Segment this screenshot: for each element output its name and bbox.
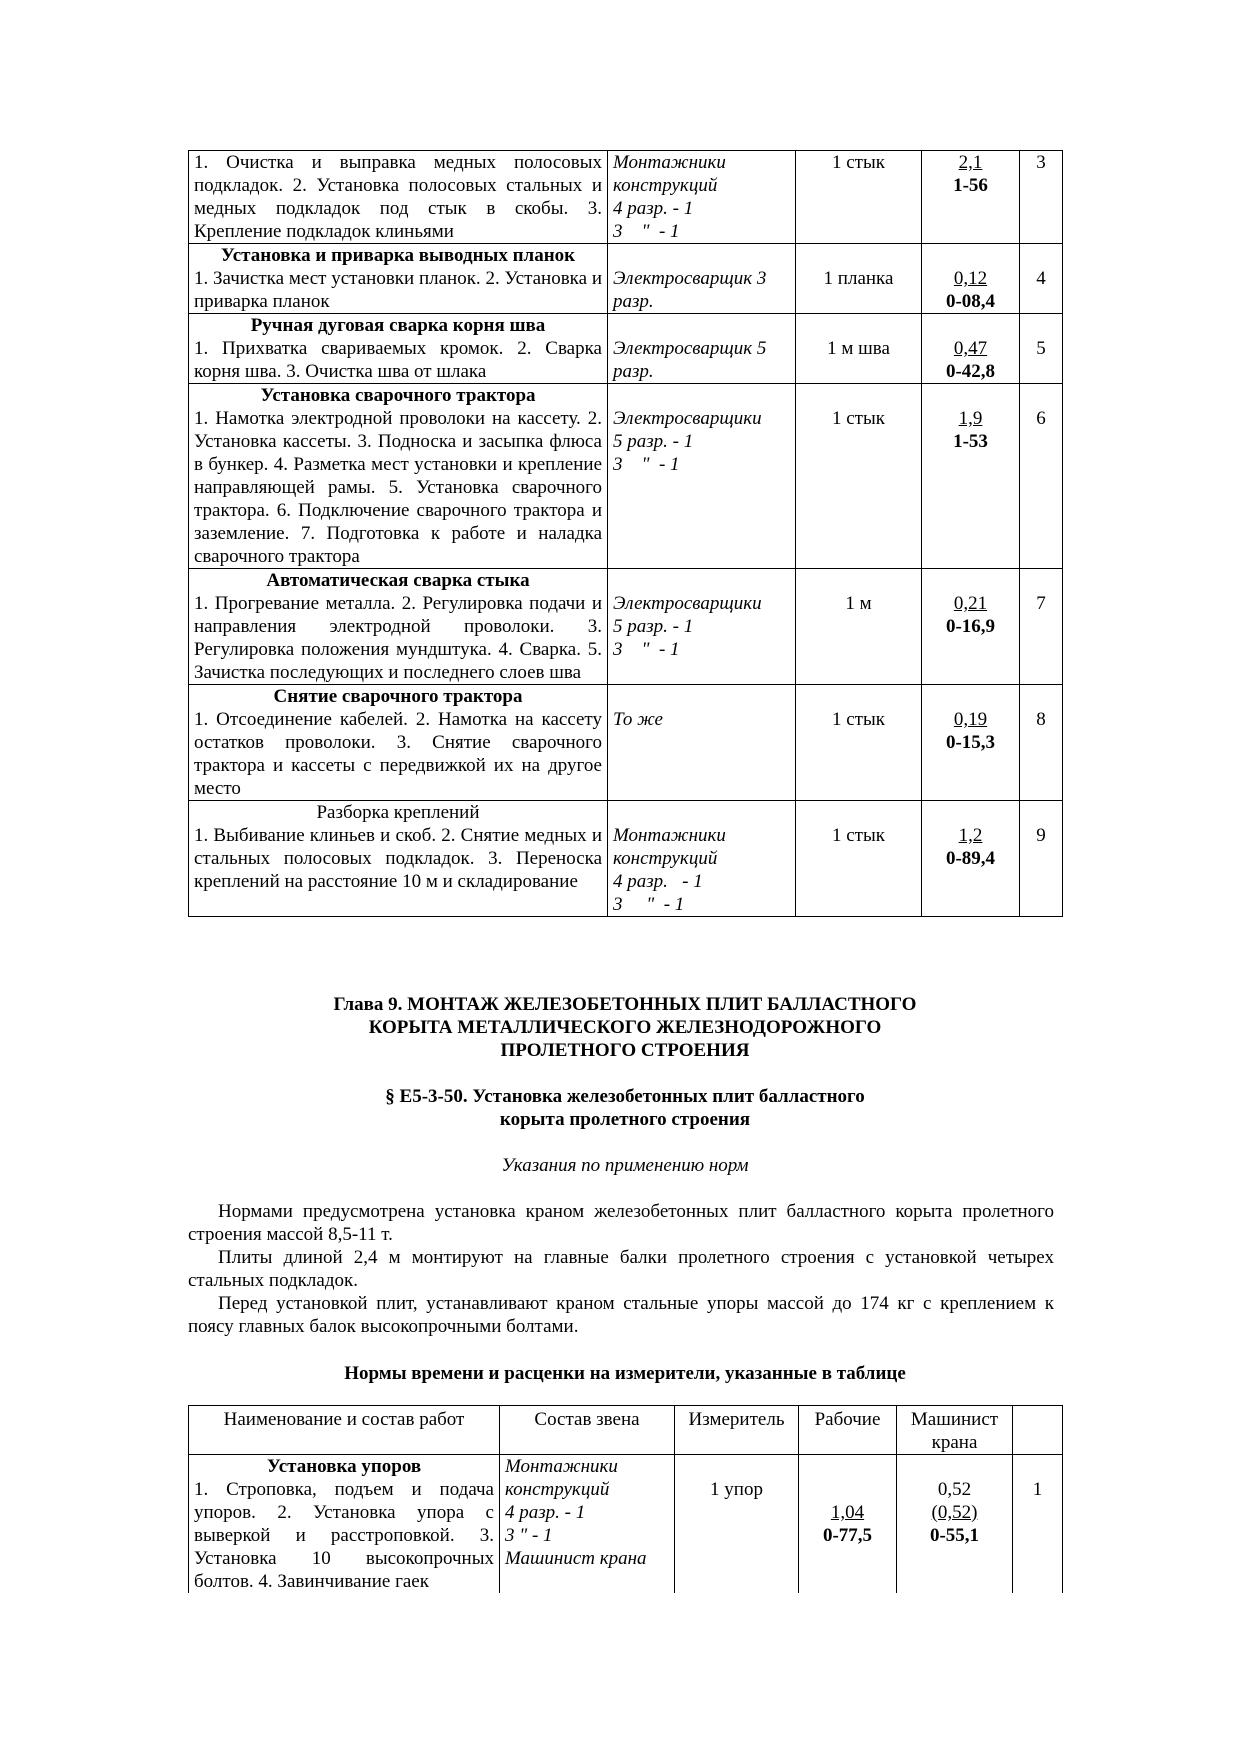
unit-cell: 1 стык <box>796 384 922 569</box>
table-row <box>189 384 1063 569</box>
time-norm: 2,1 <box>958 152 983 173</box>
crew-line: 5 разр. - 1 <box>613 616 694 637</box>
row-number: 6 <box>1020 384 1063 569</box>
table-caption: Нормы времени и расценки на измерители, указанные в таблице <box>344 1363 906 1384</box>
row-text: 1. Строповка, подъем и подача упоров. 2. Установка упора с выверкой и расстроповкой. 3. Установка 10 высокопрочных болтов. 4. Завинчивание гаек <box>194 1479 494 1592</box>
row-number: 4 <box>1020 244 1063 314</box>
crew-cell <box>608 314 796 384</box>
crew-line: 4 разр. - 1 <box>613 871 703 892</box>
work-description <box>189 384 608 569</box>
price: 1-56 <box>953 175 988 196</box>
row-text: 1. Намотка электродной проволоки на кассету. 2. Установка кассеты. 3. Подноска и засыпка флюса в бункер. 4. Разметка мест установки и крепление направляющей рамы. 5. Установка сварочного трактора. 6. Подключение сварочного трактора и заземление. 7. Подготовка к работе и наладка сварочного трактора <box>194 408 602 567</box>
body-paragraph: Плиты длиной 2,4 м монтируют на главные балки пролетного строения с установкой четырех стальных подкладок. <box>188 1247 1054 1291</box>
table-row <box>189 314 1063 384</box>
workers-norm: 1,04 <box>830 1502 865 1523</box>
crew-line: Электросварщики <box>613 593 762 614</box>
workers-rate-cell <box>799 1455 897 1594</box>
row-text: 1. Очистка и выправка медных полосовых подкладок. 2. Установка полосовых стальных и медных подкладок под стык в скобы. 3. Крепление подкладок клиньями <box>194 152 602 242</box>
work-description <box>189 244 608 314</box>
crew-line: Электросварщики <box>613 408 762 429</box>
crane-norm: 0,52 <box>937 1479 972 1500</box>
time-norm: 0,19 <box>953 709 988 730</box>
row-heading: Установка и приварка выводных планок <box>220 245 576 266</box>
row-heading: Установка упоров <box>266 1456 422 1477</box>
paragraph-title-line: § Е5-3-50. Установка железобетонных плит балластного <box>385 1086 865 1107</box>
crew-line: 5 разр. - 1 <box>613 431 694 452</box>
row-text: 1. Прогревание металла. 2. Регулировка подачи и направления электродной проволоки. 3. Регулировка положения мундштука. 4. Сварка. 5. Зачистка последующих и последнего слоев шва <box>194 593 602 683</box>
header-crane: Машинист крана <box>897 1406 1013 1455</box>
table-row <box>189 151 1063 244</box>
rate-cell <box>922 801 1020 917</box>
unit-cell <box>675 1455 799 1594</box>
rate-cell <box>922 151 1020 244</box>
crew-cell <box>608 151 796 244</box>
crew-line: разр. <box>613 361 654 382</box>
row-number: 5 <box>1020 314 1063 384</box>
table-row <box>189 569 1063 685</box>
crane-norm-paren: (0,52) <box>931 1502 978 1523</box>
crew-line: 3 " - 1 <box>613 454 680 475</box>
row-text: 1. Отсоединение кабелей. 2. Намотка на кассету остатков проволоки. 3. Снятие сварочного трактора и кассеты с передвижкой их на другое место <box>194 709 602 799</box>
crew-cell <box>608 384 796 569</box>
unit-cell: 1 м <box>796 569 922 685</box>
work-description <box>189 1455 500 1594</box>
table-row <box>189 801 1063 917</box>
chapter-title-line: Глава 9. МОНТАЖ ЖЕЛЕЗОБЕТОННЫХ ПЛИТ БАЛЛАСТНОГО <box>333 994 917 1015</box>
crew-cell <box>608 685 796 801</box>
body-paragraph: Перед установкой плит, устанавливают краном стальные упоры массой до 174 кг с креплением к поясу главных балок высокопрочными болтами. <box>188 1293 1054 1337</box>
work-description <box>189 314 608 384</box>
chapter-title-line: КОРЫТА МЕТАЛЛИЧЕСКОГО ЖЕЛЕЗНОДОРОЖНОГО <box>368 1017 882 1038</box>
price: 0-42,8 <box>945 361 996 382</box>
paragraph-title-line: корыта пролетного строения <box>499 1109 751 1130</box>
crew-line: Монтажники <box>613 825 726 846</box>
crew-line: конструкций <box>613 175 718 196</box>
crew-cell <box>608 244 796 314</box>
price: 0-08,4 <box>945 291 996 312</box>
crew-line: То же <box>613 709 663 730</box>
crane-price: 0-55,1 <box>929 1525 980 1546</box>
header-name: Наименование и состав работ <box>189 1406 500 1455</box>
unit-cell: 1 стык <box>796 151 922 244</box>
header-crew: Состав звена <box>500 1406 675 1455</box>
table-row <box>189 685 1063 801</box>
price: 0-16,9 <box>945 616 996 637</box>
row-number <box>1013 1455 1063 1594</box>
rate-cell <box>922 569 1020 685</box>
crew-cell <box>608 569 796 685</box>
body-text <box>188 1200 1054 1338</box>
crew-line: 3 " - 1 <box>505 1525 553 1546</box>
chapter-title <box>188 993 1062 1062</box>
crew-line: Монтажники <box>505 1456 618 1477</box>
row-text: 1. Выбивание клиньев и скоб. 2. Снятие медных и стальных полосовых подкладок. 3. Переноска креплений на расстояние 10 м и складирование <box>194 825 602 892</box>
table-row <box>189 244 1063 314</box>
norms-table <box>188 1405 1063 1593</box>
workers-price: 0-77,5 <box>822 1525 873 1546</box>
price: 0-89,4 <box>945 848 996 869</box>
row-text: 1. Прихватка свариваемых кромок. 2. Сварка корня шва. 3. Очистка шва от шлака <box>194 338 602 382</box>
table-row <box>189 1455 1063 1594</box>
unit-value: 1 упор <box>710 1479 763 1500</box>
chapter-title-line: ПРОЛЕТНОГО СТРОЕНИЯ <box>500 1040 750 1061</box>
work-description <box>189 151 608 244</box>
row-number: 3 <box>1020 151 1063 244</box>
crew-cell <box>500 1455 675 1594</box>
time-norm: 0,21 <box>953 593 988 614</box>
row-heading: Разборка креплений <box>316 802 480 823</box>
body-paragraph: Нормами предусмотрена установка краном железобетонных плит балластного корыта пролетного строения массой 8,5-11 т. <box>188 1201 1054 1245</box>
rate-cell <box>922 244 1020 314</box>
time-norm: 1,9 <box>958 408 983 429</box>
row-number-value: 1 <box>1032 1479 1043 1500</box>
crew-line: 3 " - 1 <box>613 894 685 915</box>
time-norm: 0,47 <box>953 338 988 359</box>
row-heading: Снятие сварочного трактора <box>273 686 523 707</box>
work-description <box>189 569 608 685</box>
paragraph-title <box>188 1085 1062 1131</box>
header-no <box>1013 1406 1063 1455</box>
crew-line: Монтажники <box>613 152 726 173</box>
crew-line: конструкций <box>505 1479 610 1500</box>
time-norm: 1,2 <box>958 825 983 846</box>
header-workers: Рабочие <box>799 1406 897 1455</box>
crew-line: Электросварщик 3 <box>613 268 767 289</box>
header-unit: Измеритель <box>675 1406 799 1455</box>
price: 1-53 <box>953 431 988 452</box>
price: 0-15,3 <box>945 732 996 753</box>
work-description <box>189 801 608 917</box>
crew-line: 3 " - 1 <box>613 221 680 242</box>
work-description <box>189 685 608 801</box>
unit-cell: 1 м шва <box>796 314 922 384</box>
unit-cell: 1 стык <box>796 685 922 801</box>
table-header-row <box>189 1406 1063 1455</box>
row-heading: Автоматическая сварка стыка <box>266 570 530 591</box>
crew-line: разр. <box>613 291 654 312</box>
crew-cell <box>608 801 796 917</box>
row-heading: Установка сварочного трактора <box>260 385 536 406</box>
instructions-title: Указания по применению норм <box>501 1155 749 1176</box>
row-number: 8 <box>1020 685 1063 801</box>
crew-line: 3 " - 1 <box>613 639 680 660</box>
rate-cell <box>922 314 1020 384</box>
crew-line: 4 разр. - 1 <box>505 1502 586 1523</box>
time-norm: 0,12 <box>953 268 988 289</box>
row-number: 9 <box>1020 801 1063 917</box>
rate-cell <box>922 384 1020 569</box>
row-number: 7 <box>1020 569 1063 685</box>
crane-rate-cell <box>897 1455 1013 1594</box>
rate-cell <box>922 685 1020 801</box>
unit-cell: 1 планка <box>796 244 922 314</box>
crew-line: Машинист крана <box>505 1548 647 1569</box>
norms-table-continued <box>188 150 1063 917</box>
crew-line: Электросварщик 5 <box>613 338 767 359</box>
crew-line: конструкций <box>613 848 718 869</box>
crew-line: 4 разр. - 1 <box>613 198 694 219</box>
unit-cell: 1 стык <box>796 801 922 917</box>
row-text: 1. Зачистка мест установки планок. 2. Установка и приварка планок <box>194 268 602 312</box>
row-heading: Ручная дуговая сварка корня шва <box>250 315 546 336</box>
